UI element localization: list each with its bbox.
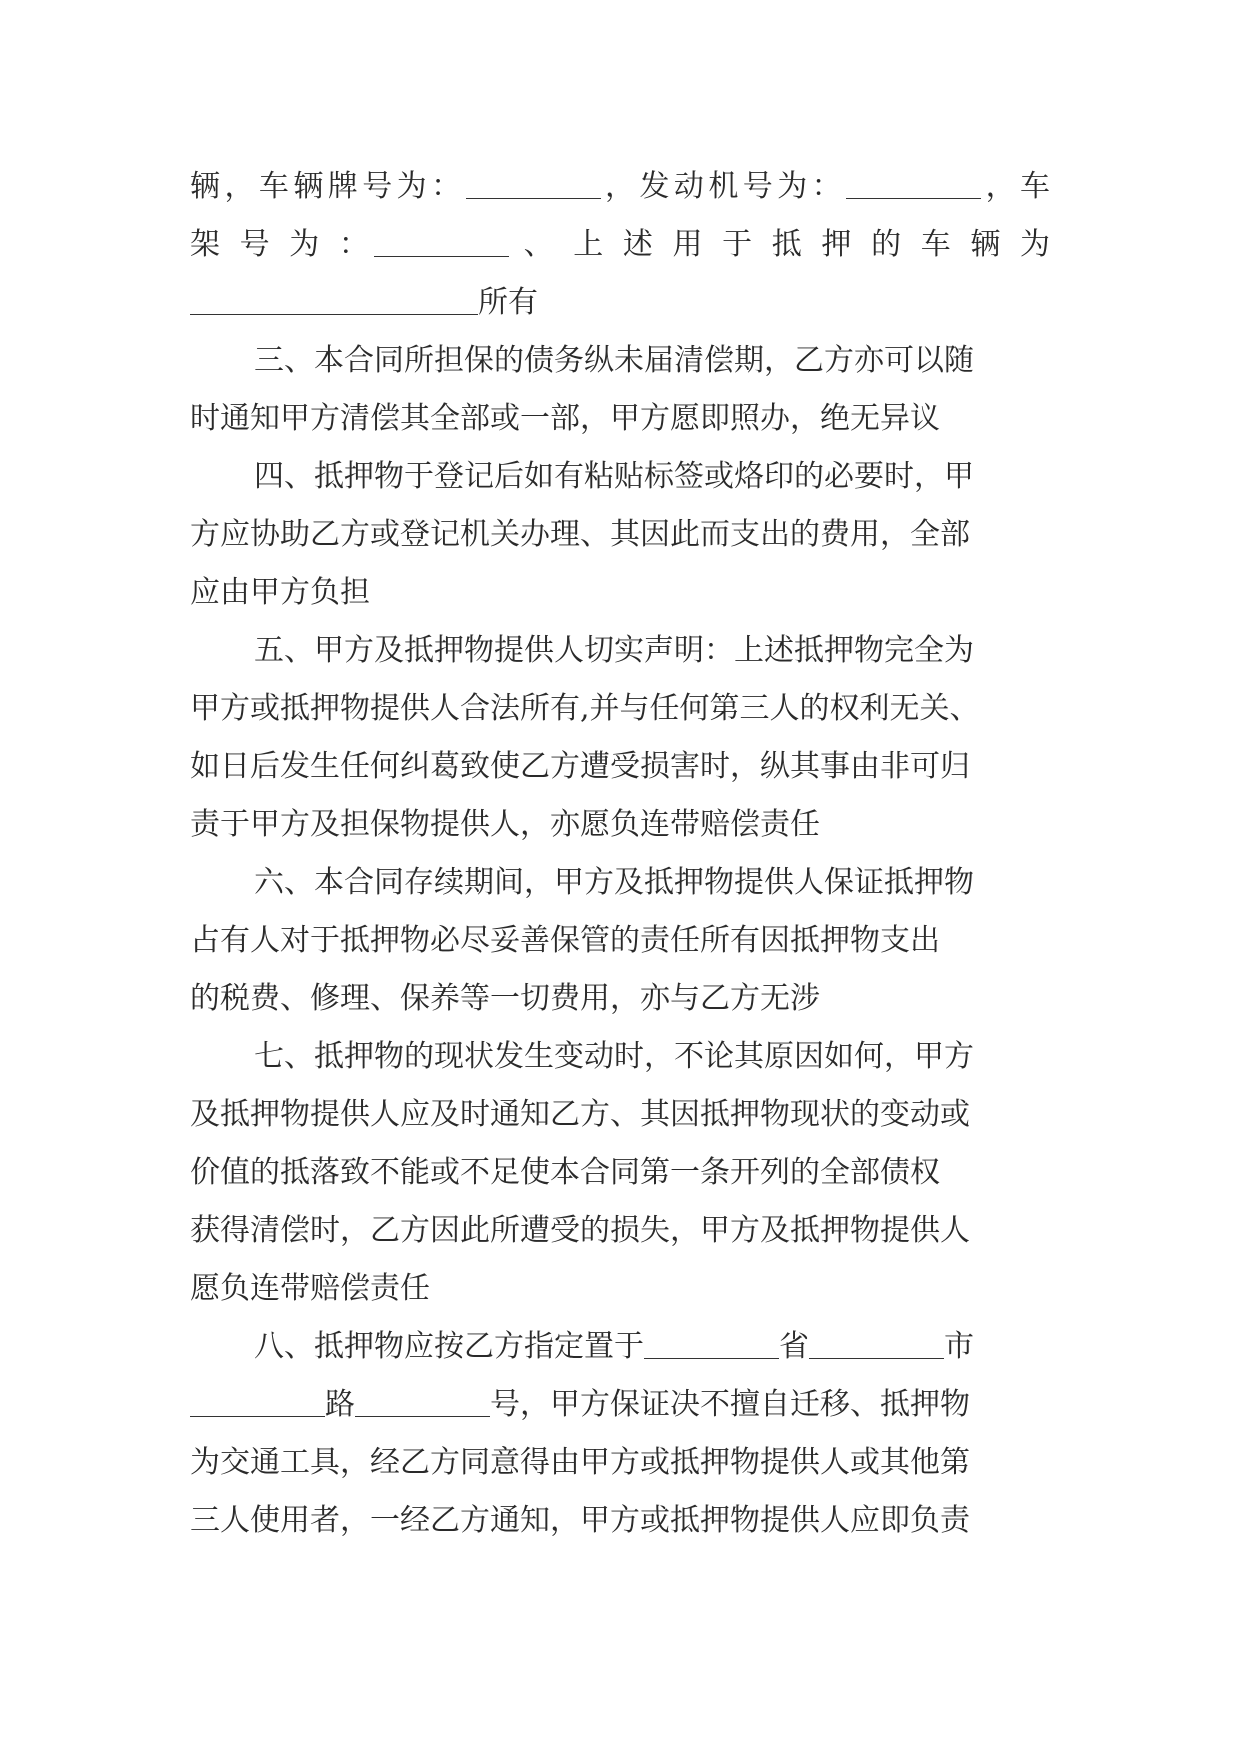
clause-8-line-3: 为交通工具，经乙方同意得由甲方或抵押物提供人或其他第: [190, 1445, 970, 1480]
frame-number-blank: [374, 226, 509, 257]
clause-7-line-4: 获得清偿时，乙方因此所遭受的损失，甲方及抵押物提供人: [190, 1213, 970, 1248]
text-segment: 辆，车辆牌号为：: [190, 169, 466, 204]
clause-5-line-3: 如日后发生任何纠葛致使乙方遭受损害时，纵其事由非可归: [190, 749, 970, 784]
clause-4-line-2: 方应协助乙方或登记机关办理、其因此而支出的费用，全部: [190, 517, 970, 552]
clause-5-line-4: 责于甲方及担保物提供人，亦愿负连带赔偿责任: [190, 807, 820, 842]
clause-7-line-1: 七、抵押物的现状发生变动时，不论其原因如何，甲方: [254, 1039, 974, 1074]
clause-6-line-3: 的税费、修理、保养等一切费用，亦与乙方无涉: [190, 981, 820, 1016]
clause-3-line-2: 时通知甲方清偿其全部或一部，甲方愿即照办，绝无异议: [190, 401, 940, 436]
text-segment: 路: [325, 1387, 355, 1422]
owner-blank: [190, 284, 478, 315]
text-segment: 号，甲方保证决不擅自迁移、抵押物: [490, 1387, 970, 1422]
clause-6-line-2: 占有人对于抵押物必尽妥善保管的责任所有因抵押物支出: [190, 923, 940, 958]
text-segment: 所有: [478, 285, 538, 320]
clause-6-line-1: 六、本合同存续期间，甲方及抵押物提供人保证抵押物: [254, 865, 974, 900]
clause-5-line-1: 五、甲方及抵押物提供人切实声明：上述抵押物完全为: [254, 633, 974, 668]
city-blank: [809, 1328, 944, 1359]
clause-7-line-2: 及抵押物提供人应及时通知乙方、其因抵押物现状的变动或: [190, 1097, 970, 1132]
clause-4-line-3: 应由甲方负担: [190, 575, 370, 610]
clause-8-line-4: 三人使用者，一经乙方通知，甲方或抵押物提供人应即负责: [190, 1503, 970, 1538]
clause-3-line-1: 三、本合同所担保的债务纵未届清偿期，乙方亦可以随: [254, 343, 974, 378]
clause-8-line-1: [190, 1318, 1050, 1376]
text-segment: ，车: [981, 169, 1050, 204]
vehicle-plate-line: [190, 158, 1050, 216]
clause-7-line-5: 愿负连带赔偿责任: [190, 1271, 430, 1306]
clause-5-line-2: 甲方或抵押物提供人合法所有,并与任何第三人的权利无关、: [190, 691, 980, 726]
number-blank: [355, 1386, 490, 1417]
plate-number-blank: [466, 168, 601, 199]
owner-line: [190, 274, 1050, 332]
road-blank: [190, 1386, 325, 1417]
clause-7-line-3: 价值的抵落致不能或不足使本合同第一条开列的全部债权: [190, 1155, 940, 1190]
text-segment: 架 号 为 ：: [190, 227, 374, 262]
text-segment: 市: [944, 1329, 974, 1364]
text-segment: 、 上 述 用 于 抵 押 的 车 辆 为: [508, 227, 1050, 262]
clause-8-line-2: [190, 1376, 1050, 1434]
text-segment: ，发动机号为：: [600, 169, 847, 204]
contract-page: [190, 158, 1050, 1550]
clause-4-line-1: 四、抵押物于登记后如有粘贴标签或烙印的必要时，甲: [254, 459, 974, 494]
engine-number-blank: [846, 168, 981, 199]
text-segment: 八、抵押物应按乙方指定置于: [254, 1329, 644, 1364]
province-blank: [644, 1328, 779, 1359]
text-segment: 省: [779, 1329, 809, 1364]
frame-number-line: [190, 216, 1050, 274]
